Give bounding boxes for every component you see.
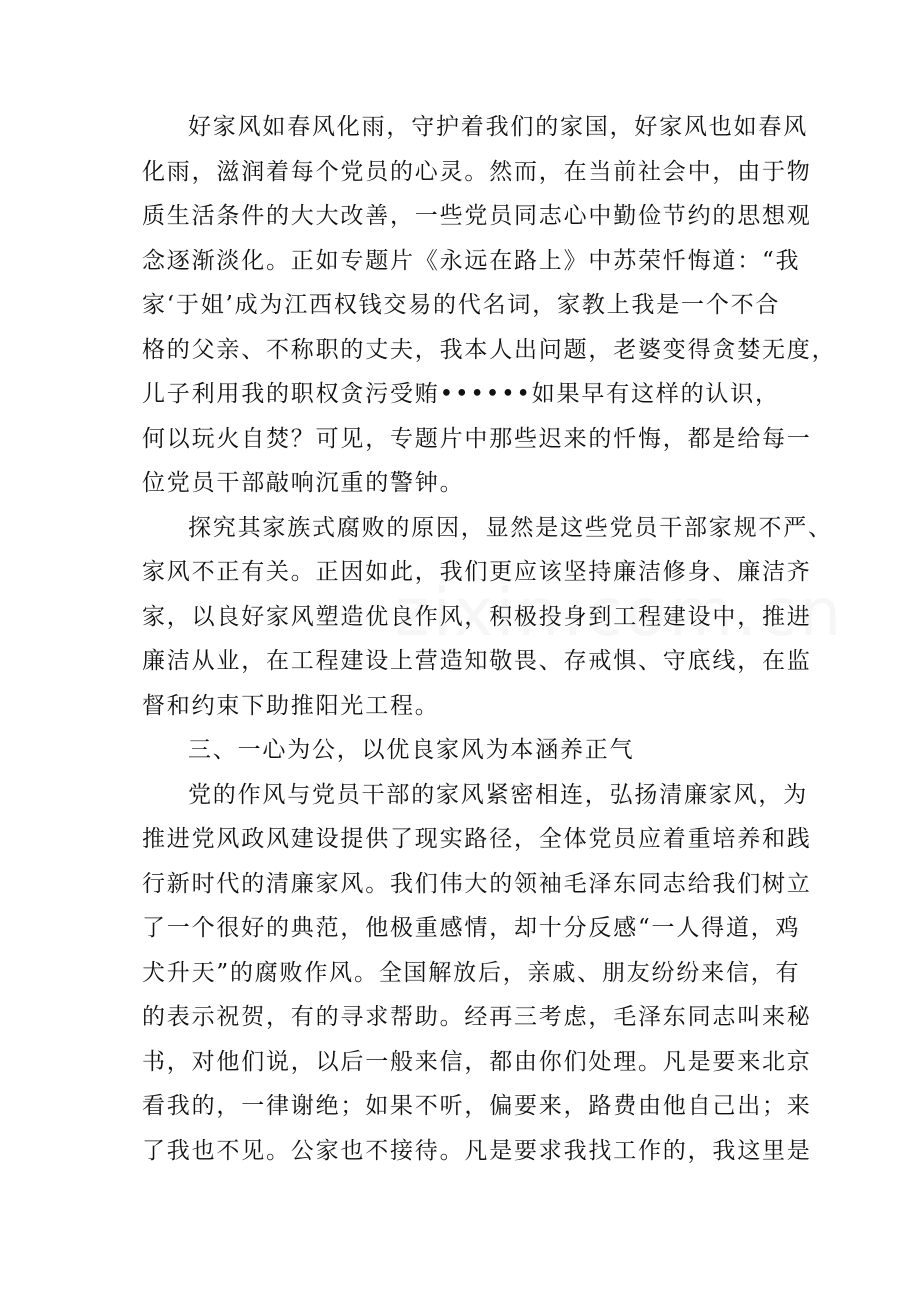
text-line: 家风不正有关。正因如此，我们更应该坚持廉洁修身、廉洁齐 bbox=[142, 559, 812, 585]
text-line: 念逐渐淡化。正如专题片《永远在路上》中苏荣忏悔道：“我 bbox=[142, 247, 801, 274]
text-line: 格的父亲、不称职的丈夫，我本人出问题，老婆变得贪婪无度， bbox=[142, 336, 837, 363]
text-line: 廉洁从业，在工程建设上营造知敬畏、存戒惧、守底线，在监 bbox=[142, 648, 812, 674]
text-line: 好家风如春风化雨，守护着我们的家国，好家风也如春风 bbox=[188, 114, 808, 140]
text-line: 督和约束下助推阳光工程。 bbox=[142, 692, 440, 719]
text-line: 的表示祝贺，有的寻求帮助。经再三考虑，毛泽东同志叫来秘 bbox=[142, 1004, 812, 1030]
text-line: 行新时代的清廉家风。我们伟大的领袖毛泽东同志给我们树立 bbox=[142, 870, 812, 897]
text-line: 了我也不见。公家也不接待。凡是要求我找工作的，我这里是 bbox=[142, 1137, 812, 1164]
text-line: 书，对他们说，以后一般来信，都由你们处理。凡是要来北京 bbox=[142, 1048, 812, 1075]
text-line: 看我的，一律谢绝；如果不听，偏要来，路费由他自己出；来 bbox=[142, 1093, 812, 1119]
text-line: 了一个很好的典范，他极重感情，却十分反感“一人得道，鸡 bbox=[142, 915, 801, 941]
text-line: 家‘于姐’成为江西权钱交易的代名词，家教上我是一个不合 bbox=[142, 292, 781, 318]
text-line: 推进党风政风建设提供了现实路径，全体党员应着重培养和践 bbox=[142, 826, 812, 852]
text-line: 儿子利用我的职权贪污受贿••••••如果早有这样的认识， bbox=[142, 381, 780, 407]
text-line: 位党员干部敲响沉重的警钟。 bbox=[142, 470, 465, 496]
text-line: 党的作风与党员干部的家风紧密相连，弘扬清廉家风，为 bbox=[188, 781, 808, 808]
text-line: 家，以良好家风塑造优良作风，积极投身到工程建设中，推进 bbox=[142, 603, 812, 630]
text-line: 化雨，滋润着每个党员的心灵。然而，在当前社会中，由于物 bbox=[142, 158, 812, 185]
text-line: 犬升天”的腐败作风。全国解放后，亲戚、朋友纷纷来信，有 bbox=[142, 959, 801, 986]
body-text bbox=[142, 105, 837, 1173]
text-line: 质生活条件的大大改善，一些党员同志心中勤俭节约的思想观 bbox=[142, 203, 812, 229]
text-line: 探究其家族式腐败的原因，显然是这些党员干部家规不严、 bbox=[188, 514, 833, 541]
text-line: 三、一心为公，以优良家风为本涵养正气 bbox=[188, 737, 635, 763]
text-line: 何以玩火自焚？可见，专题片中那些迟来的忏悔，都是给每一 bbox=[142, 425, 812, 452]
